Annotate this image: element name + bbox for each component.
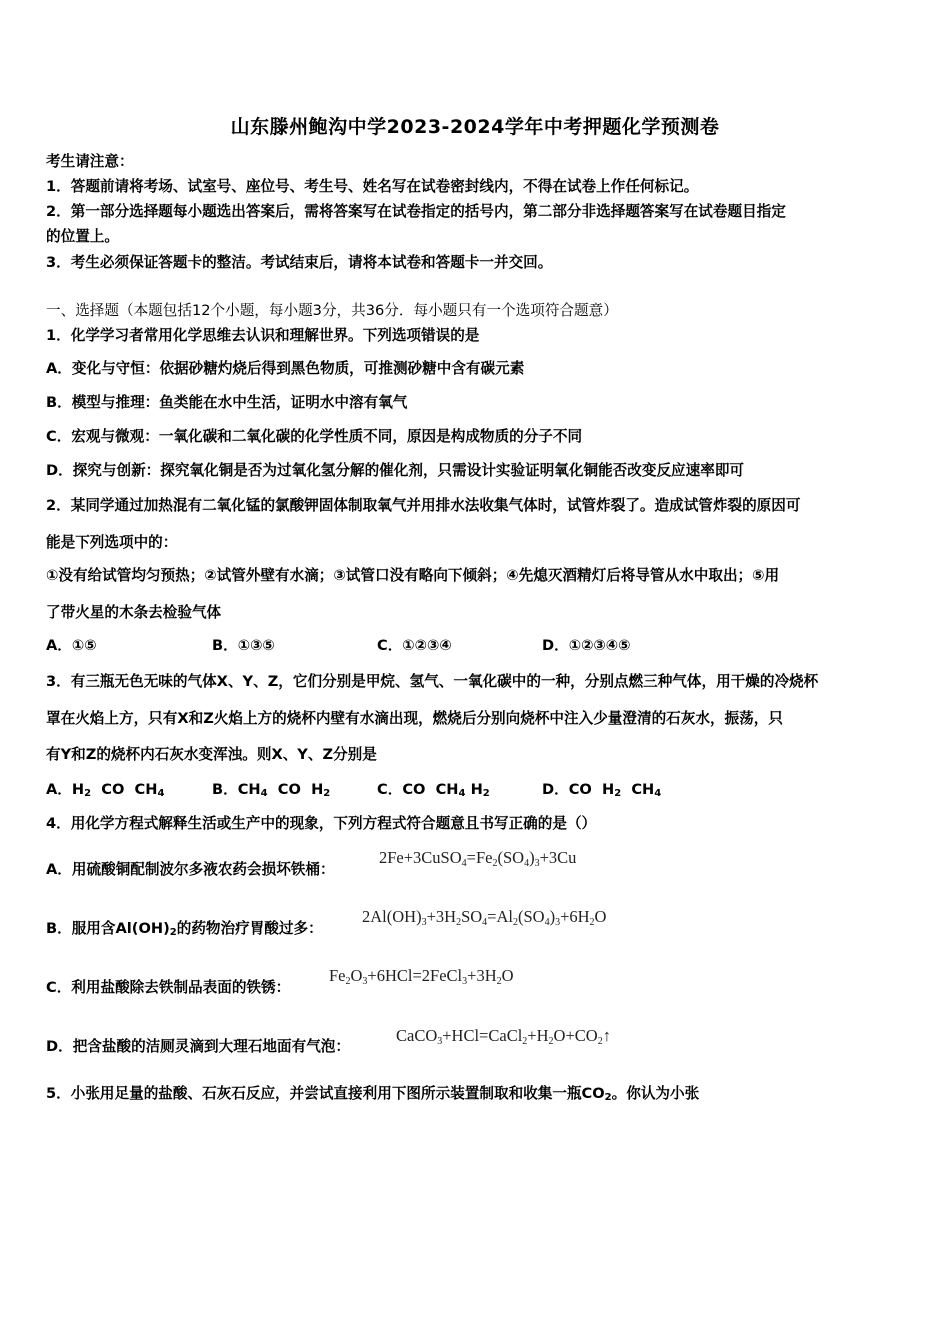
notice-item-1: 1．答题前请将考场、试室号、座位号、考生号、姓名写在试卷密封线内，不得在试卷上作任何标记。	[46, 178, 699, 195]
q2-stem-1: 2．某同学通过加热混有二氧化锰的氯酸钾固体制取氧气并用排水法收集气体时，试管炸裂了。造成试管炸裂的原因可	[46, 497, 801, 514]
q2-option-a: A．①⑤	[46, 637, 97, 654]
q3-option-a: A．$H_2$ CO $CH_4$	[46, 781, 165, 799]
q4-option-d-text: D．把含盐酸的洁厕灵滴到大理石地面有气泡：	[46, 1038, 350, 1055]
q3-stem-1: 3．有三瓶无色无味的气体X、Y、Z，它们分别是甲烷、氢气、一氧化碳中的一种，分别点燃三种气体，用干燥的冷烧杯	[46, 673, 819, 690]
q2-option-b: B．①③⑤	[212, 637, 275, 654]
q1-option-b: B．模型与推理：鱼类能在水中生活，证明水中溶有氧气	[46, 394, 408, 411]
option-letter: B．	[212, 781, 238, 798]
q3-stem-3: 有Y和Z的烧杯内石灰水变浑浊。则X、Y、Z分别是	[46, 746, 377, 763]
notice-item-2-cont: 的位置上。	[46, 228, 119, 245]
option-letter: D．	[542, 781, 569, 798]
q2-stem-2: 能是下列选项中的：	[46, 534, 178, 551]
q4-option-a-text: A．用硫酸铜配制波尔多液农药会损坏铁桶：	[46, 861, 335, 878]
q2-option-d: D．①②③④⑤	[542, 637, 631, 654]
q1-option-a: A．变化与守恒：依据砂糖灼烧后得到黑色物质，可推测砂糖中含有碳元素	[46, 360, 525, 377]
q4-stem: 4．用化学方程式解释生活或生产中的现象，下列方程式符合题意且书写正确的是（）	[46, 815, 597, 832]
notice-heading: 考生请注意：	[46, 153, 134, 170]
option-letter: C．	[377, 781, 403, 798]
notice-item-2: 2．第一部分选择题每小题选出答案后，需将答案写在试卷指定的括号内，第二部分非选择题答案写在试卷题目指定	[46, 203, 786, 220]
q1-option-d: D．探究与创新：探究氧化铜是否为过氧化氢分解的催化剂，只需设计实验证明氧化铜能否改变反应速率即可	[46, 462, 745, 479]
q4-option-c-text: C．利用盐酸除去铁制品表面的铁锈：	[46, 979, 291, 996]
q3-option-c: C．CO $CH_4$ $H_2$	[377, 781, 490, 799]
q2-stem-3: ①没有给试管均匀预热；②试管外壁有水滴；③试管口没有略向下倾斜；④先熄灭酒精灯后将导管从水中取出；⑤用	[46, 567, 780, 584]
q3-stem-2: 罩在火焰上方，只有X和Z火焰上方的烧杯内壁有水滴出现，燃烧后分别向烧杯中注入少量澄清的石灰水，振荡，只	[46, 710, 783, 727]
section-heading: 一、选择题（本题包括12个小题，每小题3分，共36分．每小题只有一个选项符合题意）	[46, 302, 618, 319]
q2-option-c: C．①②③④	[377, 637, 452, 654]
q5-stem: 5．小张用足量的盐酸、石灰石反应，并尝试直接利用下图所示装置制取和收集一瓶$CO_2$。你认为小张	[46, 1085, 700, 1103]
q3-option-d: D．CO $H_2$ $CH_4$	[542, 781, 662, 799]
notice-item-3: 3．考生必须保证答题卡的整洁。考试结束后，请将本试卷和答题卡一并交回。	[46, 254, 553, 271]
q1-option-c: C．宏观与微观：一氧化碳和二氧化碳的化学性质不同，原因是构成物质的分子不同	[46, 428, 583, 445]
q2-stem-4: 了带火星的木条去检验气体	[46, 604, 222, 621]
q3-option-b: B．$CH_4$ CO $H_2$	[212, 781, 331, 799]
page-title: 山东滕州鲍沟中学2023-2024学年中考押题化学预测卷	[230, 116, 720, 138]
q4-option-d-equation: $CaCO_3+HCl=CaCl_2+H_2O+CO_2↑$	[396, 1026, 611, 1047]
option-letter: A．	[46, 781, 72, 798]
q4-option-c-equation: $Fe_2O_3+6HCl=2FeCl_3+3H_2O$	[329, 966, 514, 987]
q4-option-b-text: B．服用含$Al(OH)_2$的药物治疗胃酸过多：	[46, 920, 323, 938]
q1-stem: 1．化学学习者常用化学思维去认识和理解世界。下列选项错误的是	[46, 327, 480, 344]
q4-option-b-equation: $2Al(OH)_3+3H_2SO_4=Al_2(SO_4)_3+6H_2O$	[362, 907, 607, 928]
q4-option-a-equation: $2Fe+3CuSO_4=Fe_2(SO_4)_3+3Cu$	[379, 848, 577, 869]
